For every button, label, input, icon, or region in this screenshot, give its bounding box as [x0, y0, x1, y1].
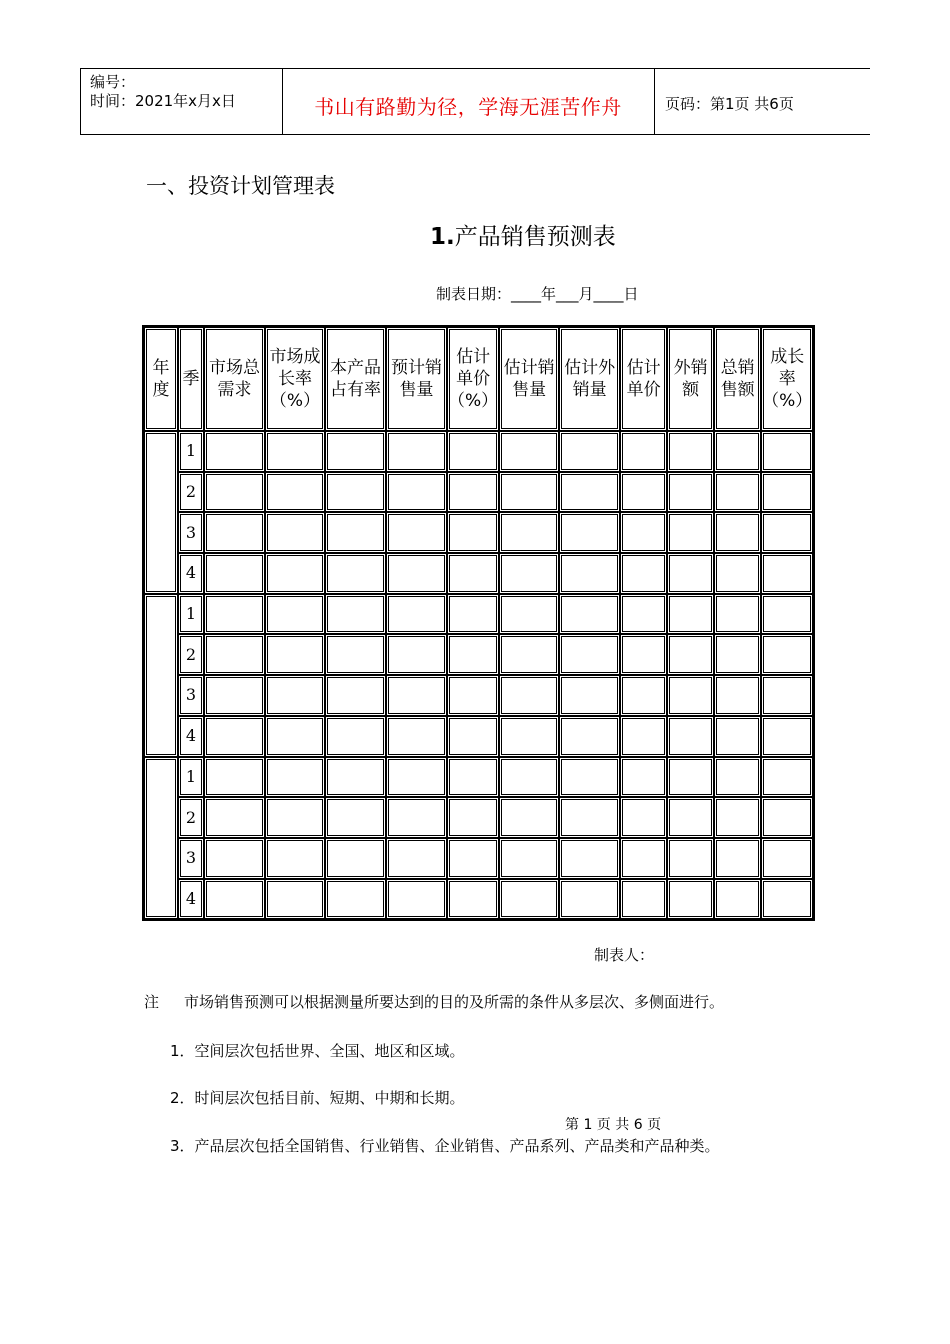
data-cell[interactable] — [204, 879, 265, 920]
table-row — [144, 838, 813, 879]
sales-forecast-table — [142, 325, 815, 921]
data-cell[interactable] — [620, 512, 667, 553]
data-cell[interactable] — [499, 838, 559, 879]
data-cell[interactable] — [325, 879, 386, 920]
data-cell[interactable] — [667, 757, 714, 798]
data-cell[interactable] — [761, 594, 813, 635]
table-row — [144, 472, 813, 513]
data-cell[interactable] — [447, 634, 499, 675]
data-cell[interactable] — [265, 634, 325, 675]
quarter-cell: 4 — [178, 716, 204, 757]
table-row — [144, 797, 813, 838]
data-cell[interactable] — [667, 512, 714, 553]
data-cell[interactable] — [447, 512, 499, 553]
make-date-line: 制表日期：____年___月____日 — [436, 285, 639, 303]
data-cell[interactable] — [447, 838, 499, 879]
data-cell[interactable] — [714, 553, 761, 594]
data-cell[interactable] — [386, 553, 447, 594]
data-cell[interactable] — [447, 472, 499, 513]
data-cell[interactable] — [265, 553, 325, 594]
quarter-cell: 4 — [178, 879, 204, 920]
column-header: 估计单价（%） — [447, 327, 499, 431]
data-cell[interactable] — [714, 838, 761, 879]
data-cell[interactable] — [386, 594, 447, 635]
data-cell[interactable] — [386, 797, 447, 838]
page-label: 页码：第1页 共6页 — [665, 95, 794, 113]
data-cell[interactable] — [265, 431, 325, 472]
data-cell[interactable] — [204, 553, 265, 594]
data-cell[interactable] — [667, 634, 714, 675]
data-cell[interactable] — [620, 757, 667, 798]
data-cell[interactable] — [761, 716, 813, 757]
data-cell[interactable] — [447, 431, 499, 472]
data-cell[interactable] — [265, 716, 325, 757]
column-header: 估计销售量 — [499, 327, 559, 431]
data-cell[interactable] — [667, 431, 714, 472]
data-cell[interactable] — [499, 675, 559, 716]
data-cell[interactable] — [667, 553, 714, 594]
data-cell[interactable] — [204, 797, 265, 838]
note-item: 2．时间层次包括目前、短期、中期和长期。 — [170, 1089, 465, 1107]
data-cell[interactable] — [761, 757, 813, 798]
data-cell[interactable] — [761, 512, 813, 553]
column-header: 估计单价 — [620, 327, 667, 431]
quarter-cell: 1 — [178, 594, 204, 635]
data-cell[interactable] — [204, 757, 265, 798]
data-cell[interactable] — [714, 634, 761, 675]
data-cell[interactable] — [204, 512, 265, 553]
data-cell[interactable] — [499, 553, 559, 594]
data-cell[interactable] — [559, 757, 620, 798]
data-cell[interactable] — [265, 472, 325, 513]
data-cell[interactable] — [265, 675, 325, 716]
table-row — [144, 757, 813, 798]
data-cell[interactable] — [761, 797, 813, 838]
data-cell[interactable] — [620, 634, 667, 675]
data-cell[interactable] — [325, 797, 386, 838]
data-cell[interactable] — [386, 838, 447, 879]
number-label: 编号： — [90, 73, 136, 91]
data-cell[interactable] — [559, 431, 620, 472]
table-title-number: 1. — [430, 224, 455, 250]
data-cell[interactable] — [499, 634, 559, 675]
year-cell[interactable] — [144, 594, 178, 757]
data-cell[interactable] — [714, 675, 761, 716]
year-cell[interactable] — [144, 757, 178, 920]
data-cell[interactable] — [499, 472, 559, 513]
data-cell[interactable] — [447, 594, 499, 635]
data-cell[interactable] — [714, 431, 761, 472]
data-cell[interactable] — [499, 594, 559, 635]
data-cell[interactable] — [386, 879, 447, 920]
column-header: 估计外销量 — [559, 327, 620, 431]
data-cell[interactable] — [325, 553, 386, 594]
data-cell[interactable] — [714, 797, 761, 838]
header-meta-cell — [81, 69, 283, 134]
data-cell[interactable] — [714, 879, 761, 920]
data-cell[interactable] — [761, 553, 813, 594]
data-cell[interactable] — [620, 797, 667, 838]
table-title — [430, 218, 616, 251]
quarter-cell: 1 — [178, 757, 204, 798]
table-row — [144, 512, 813, 553]
data-cell[interactable] — [499, 431, 559, 472]
column-header: 市场总需求 — [204, 327, 265, 431]
data-cell[interactable] — [386, 716, 447, 757]
data-cell[interactable] — [447, 757, 499, 798]
table-body — [144, 431, 813, 919]
data-cell[interactable] — [761, 634, 813, 675]
table-header-row — [144, 327, 813, 431]
data-cell[interactable] — [667, 838, 714, 879]
data-cell[interactable] — [559, 838, 620, 879]
data-cell[interactable] — [559, 634, 620, 675]
table-row — [144, 594, 813, 635]
data-cell[interactable] — [447, 879, 499, 920]
data-cell[interactable] — [559, 553, 620, 594]
data-cell[interactable] — [559, 472, 620, 513]
header-page-cell — [655, 69, 870, 134]
data-cell[interactable] — [204, 838, 265, 879]
data-cell[interactable] — [204, 594, 265, 635]
data-cell[interactable] — [667, 879, 714, 920]
motto: 书山有路勤为径，学海无涯苦作舟 — [314, 95, 622, 119]
data-cell[interactable] — [204, 634, 265, 675]
data-cell[interactable] — [620, 553, 667, 594]
data-cell[interactable] — [667, 797, 714, 838]
time-label: 时间：2021年x月x日 — [90, 92, 236, 110]
note-text: 市场销售预测可以根据测量所要达到的目的及所需的条件从多层次、多侧面进行。 — [184, 993, 725, 1011]
table-row — [144, 675, 813, 716]
data-cell[interactable] — [265, 879, 325, 920]
data-cell[interactable] — [447, 675, 499, 716]
data-cell[interactable] — [447, 716, 499, 757]
data-cell[interactable] — [386, 757, 447, 798]
data-cell[interactable] — [386, 512, 447, 553]
data-cell[interactable] — [265, 838, 325, 879]
quarter-cell: 3 — [178, 838, 204, 879]
note-item: 1．空间层次包括世界、全国、地区和区域。 — [170, 1042, 465, 1060]
data-cell[interactable] — [667, 472, 714, 513]
data-cell[interactable] — [714, 716, 761, 757]
column-header: 市场成长率（%） — [265, 327, 325, 431]
header-motto-cell — [282, 69, 655, 134]
quarter-cell: 4 — [178, 553, 204, 594]
data-cell[interactable] — [499, 512, 559, 553]
data-cell[interactable] — [761, 431, 813, 472]
data-cell[interactable] — [325, 472, 386, 513]
data-cell[interactable] — [714, 472, 761, 513]
data-cell[interactable] — [559, 512, 620, 553]
data-cell[interactable] — [667, 675, 714, 716]
data-cell[interactable] — [265, 512, 325, 553]
data-cell[interactable] — [499, 797, 559, 838]
year-cell[interactable] — [144, 431, 178, 594]
table-row — [144, 553, 813, 594]
data-cell[interactable] — [386, 431, 447, 472]
data-cell[interactable] — [386, 634, 447, 675]
data-cell[interactable] — [559, 716, 620, 757]
data-cell[interactable] — [325, 431, 386, 472]
data-cell[interactable] — [559, 675, 620, 716]
column-header: 预计销售量 — [386, 327, 447, 431]
note-label: 注 — [144, 993, 160, 1011]
column-header: 季 — [178, 327, 204, 431]
data-cell[interactable] — [386, 472, 447, 513]
data-cell[interactable] — [620, 838, 667, 879]
data-cell[interactable] — [761, 472, 813, 513]
data-cell[interactable] — [667, 594, 714, 635]
data-cell[interactable] — [620, 594, 667, 635]
data-cell[interactable] — [499, 716, 559, 757]
data-cell[interactable] — [761, 879, 813, 920]
data-cell[interactable] — [386, 675, 447, 716]
data-cell[interactable] — [325, 675, 386, 716]
data-cell[interactable] — [620, 716, 667, 757]
data-cell[interactable] — [204, 675, 265, 716]
data-cell[interactable] — [667, 716, 714, 757]
quarter-cell: 2 — [178, 472, 204, 513]
data-cell[interactable] — [204, 716, 265, 757]
table-row — [144, 879, 813, 920]
table-row — [144, 431, 813, 472]
column-header: 成长率（%） — [761, 327, 813, 431]
data-cell[interactable] — [714, 757, 761, 798]
data-cell[interactable] — [265, 797, 325, 838]
quarter-cell: 3 — [178, 675, 204, 716]
note — [144, 991, 724, 1012]
data-cell[interactable] — [204, 431, 265, 472]
data-cell[interactable] — [714, 594, 761, 635]
data-cell[interactable] — [265, 594, 325, 635]
data-cell[interactable] — [325, 634, 386, 675]
table-title-text: 产品销售预测表 — [454, 224, 616, 250]
data-cell[interactable] — [325, 594, 386, 635]
table-row — [144, 716, 813, 757]
data-cell[interactable] — [325, 512, 386, 553]
quarter-cell: 1 — [178, 431, 204, 472]
quarter-cell: 3 — [178, 512, 204, 553]
data-cell[interactable] — [559, 879, 620, 920]
document-header — [80, 68, 870, 135]
data-cell[interactable] — [620, 675, 667, 716]
data-cell[interactable] — [265, 757, 325, 798]
data-cell[interactable] — [204, 472, 265, 513]
page-footer: 第 1 页 共 6 页 — [565, 1117, 662, 1133]
data-cell[interactable] — [325, 757, 386, 798]
column-header: 外销额 — [667, 327, 714, 431]
data-cell[interactable] — [761, 675, 813, 716]
quarter-cell: 2 — [178, 797, 204, 838]
data-cell[interactable] — [325, 838, 386, 879]
section-title: 一、投资计划管理表 — [146, 174, 335, 198]
data-cell[interactable] — [620, 472, 667, 513]
data-cell[interactable] — [447, 553, 499, 594]
note-item: 3．产品层次包括全国销售、行业销售、企业销售、产品系列、产品类和产品种类。 — [170, 1137, 720, 1155]
column-header: 本产品占有率 — [325, 327, 386, 431]
quarter-cell: 2 — [178, 634, 204, 675]
data-cell[interactable] — [499, 757, 559, 798]
data-cell[interactable] — [499, 879, 559, 920]
table-row — [144, 634, 813, 675]
column-header: 年度 — [144, 327, 178, 431]
data-cell[interactable] — [559, 594, 620, 635]
data-cell[interactable] — [714, 512, 761, 553]
column-header: 总销售额 — [714, 327, 761, 431]
data-cell[interactable] — [761, 838, 813, 879]
data-cell[interactable] — [559, 797, 620, 838]
data-cell[interactable] — [447, 797, 499, 838]
data-cell[interactable] — [620, 879, 667, 920]
data-cell[interactable] — [325, 716, 386, 757]
data-cell[interactable] — [620, 431, 667, 472]
maker-label: 制表人： — [594, 946, 655, 964]
